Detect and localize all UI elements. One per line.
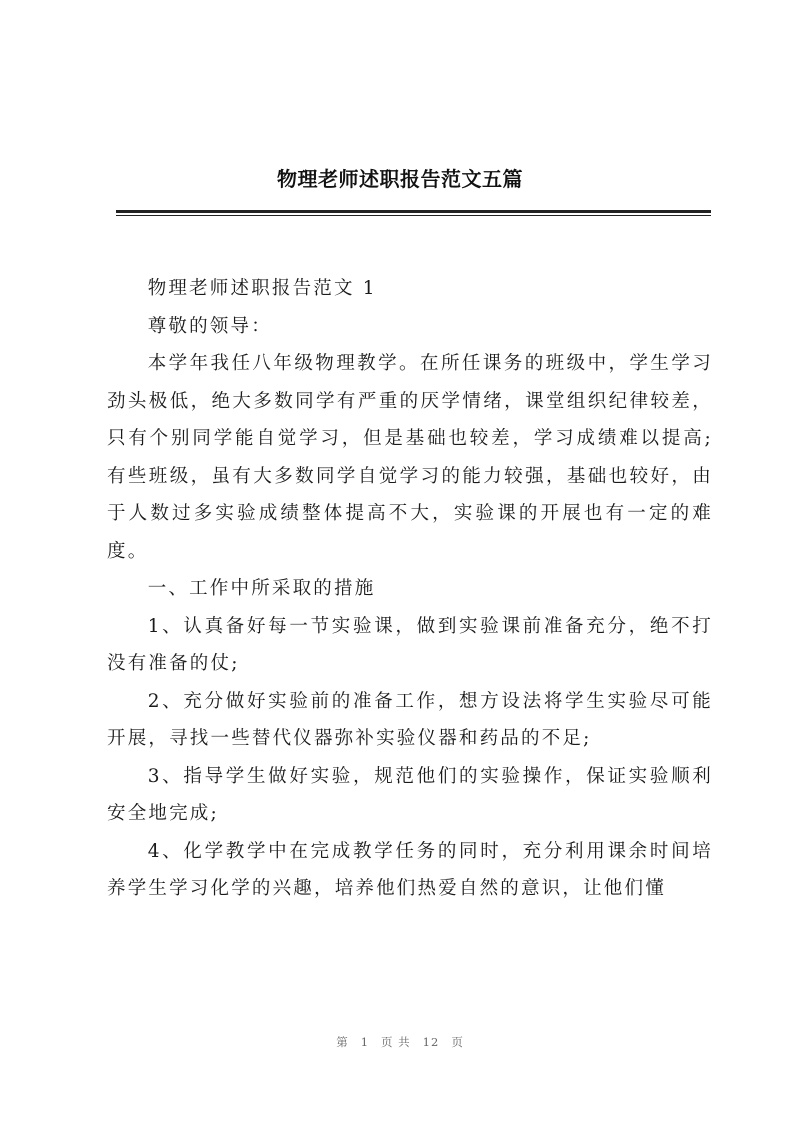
list-item: 1、认真备好每一节实验课，做到实验课前准备充分，绝不打没有准备的仗; xyxy=(107,615,713,674)
body-paragraph: 本学年我任八年级物理教学。在所任课务的班级中，学生学习劲头极低，绝大多数同学有严重的厌学情绪，课堂组织纪律较差，只有个别同学能自觉学习，但是基础也较差，学习成绩难以提高;有些班级，虽有大多数同学自觉学习的能力较强，基础也较好，由于人数过多实验成绩整体提高不大，实验课的开展也有一定的难度。 xyxy=(107,353,713,562)
footer-current-page: 1 xyxy=(360,1035,370,1049)
list-item: 2、充分做好实验前的准备工作，想方设法将学生实验尽可能开展，寻找一些替代仪器弥补实验仪器和药品的不足; xyxy=(107,690,713,749)
salutation: 尊敬的领导： xyxy=(147,315,272,337)
page-title: 物理老师述职报告范文五篇 xyxy=(277,167,523,191)
list-item: 3、指导学生做好实验，规范他们的实验操作，保证实验顺利安全地完成; xyxy=(107,765,713,824)
title-divider xyxy=(116,210,711,213)
footer-total-pages: 12 xyxy=(422,1035,440,1049)
page-footer xyxy=(0,1034,800,1050)
footer-middle: 页 共 xyxy=(381,1035,411,1049)
subsection-heading: 一、工作中所采取的措施 xyxy=(147,578,376,599)
footer-prefix: 第 xyxy=(336,1035,349,1049)
list-item: 4、化学教学中在完成教学任务的同时，充分利用课余时间培养学生学习化学的兴趣，培养他们热爱自然的意识，让他们懂 xyxy=(107,840,713,899)
footer-suffix: 页 xyxy=(451,1035,464,1049)
section-heading: 物理老师述职报告范文 1 xyxy=(147,278,377,299)
document-body xyxy=(107,270,713,908)
